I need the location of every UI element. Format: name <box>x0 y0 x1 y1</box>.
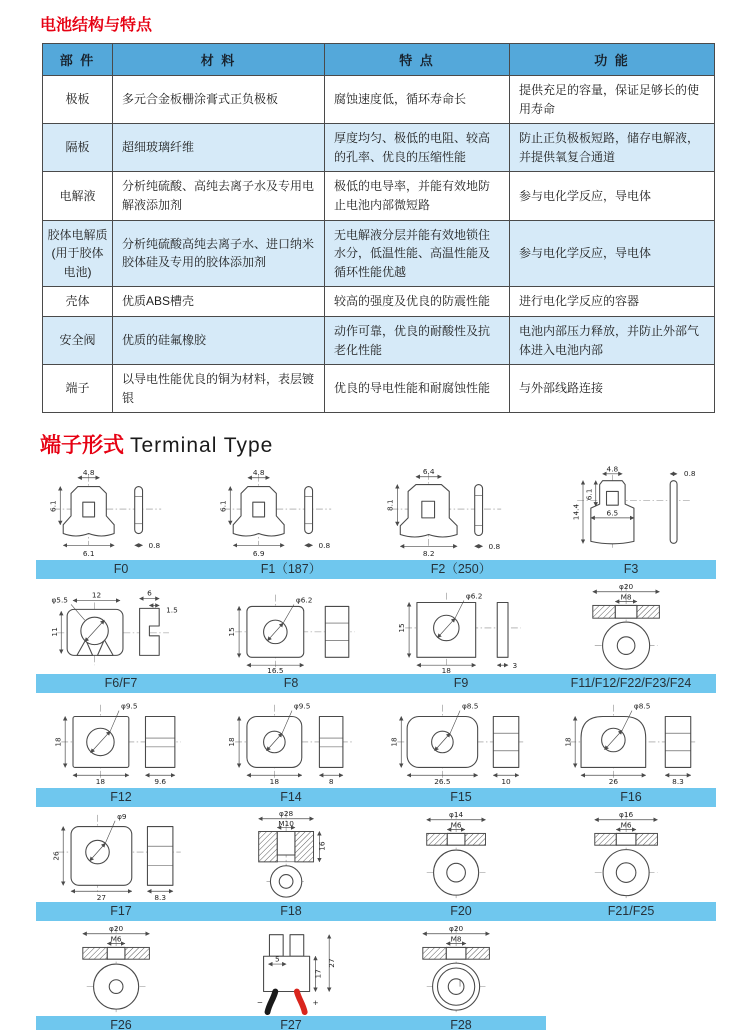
dim-label: M8 <box>620 592 632 602</box>
dim-label: φ28 <box>279 809 294 819</box>
table-row <box>43 220 715 287</box>
terminal-label-f16: F16 <box>620 790 642 805</box>
battery-structure-table <box>42 43 715 413</box>
dim-label: 0.8 <box>148 541 161 551</box>
header-material: 材 料 <box>113 44 325 76</box>
dim-label: φ9.5 <box>293 701 311 711</box>
cell-part: 极板 <box>43 76 113 124</box>
terminal-drawing-f14 <box>206 693 376 788</box>
dim-label: φ5.5 <box>51 595 68 605</box>
dim-label: φ6.2 <box>465 591 483 601</box>
terminal-label-bar <box>36 674 716 693</box>
cell-feature: 无电解液分层并能有效地锁住水分，低温性能、高温性能及循环性能优越 <box>325 220 510 287</box>
terminal-label-f21-f25: F21/F25 <box>607 904 655 919</box>
dim-label: 18 <box>441 666 451 675</box>
terminal-title-cn: 端子形式 <box>40 434 124 458</box>
dim-label: 26.5 <box>434 777 451 787</box>
dim-label: 8.1 <box>385 499 395 512</box>
dim-label: 6.9 <box>252 549 265 559</box>
cell-function: 与外部线路连接 <box>510 365 715 413</box>
cell-function: 参与电化学反应，导电体 <box>510 220 715 287</box>
dim-label: 16 <box>317 841 327 852</box>
dim-label: φ20 <box>619 582 634 592</box>
dim-label: 17 <box>313 969 323 979</box>
dim-label: 8.3 <box>154 893 167 903</box>
dim-label: 15 <box>227 627 237 637</box>
wire-positive <box>297 992 305 1013</box>
terminal-drawing-f28 <box>376 921 546 1016</box>
dim-label: 4.8 <box>606 465 619 474</box>
cell-material: 超细玻璃纤维 <box>113 124 325 172</box>
terminal-drawing-f1 <box>206 465 376 560</box>
terminal-drawing-f0 <box>36 465 206 560</box>
dim-label: 18 <box>53 737 63 747</box>
cell-feature: 较高的强度及优良的防震性能 <box>325 287 510 317</box>
dim-label: 0.8 <box>488 542 501 552</box>
polarity-negative: − <box>256 998 263 1008</box>
cell-part: 安全阀 <box>43 316 113 364</box>
header-part: 部 件 <box>43 44 113 76</box>
terminal-drawing-f27 <box>206 921 376 1016</box>
cell-function: 进行电化学反应的容器 <box>510 287 715 317</box>
terminal-grid <box>36 465 716 1030</box>
terminal-label-bar <box>36 1016 546 1030</box>
cell-feature: 极低的电导率，并能有效地防止电池内部微短路 <box>325 172 510 220</box>
dim-label: φ9 <box>117 812 127 822</box>
terminal-row-2 <box>36 579 716 693</box>
terminal-drawing-f3 <box>546 465 716 560</box>
cell-part: 端子 <box>43 365 113 413</box>
cell-material: 优质ABS槽壳 <box>113 287 325 317</box>
dim-label: M6 <box>620 820 632 830</box>
wire-negative <box>267 992 275 1013</box>
dim-label: 12 <box>91 590 102 600</box>
terminal-label-f11-group: F11/F12/F22/F23/F24 <box>570 676 692 691</box>
dim-label: 11 <box>49 627 59 637</box>
terminal-label-bar <box>36 560 716 579</box>
cell-function: 防止正负极板短路，储存电解液，并提供氧复合通道 <box>510 124 715 172</box>
terminal-drawing-f18 <box>206 807 376 902</box>
terminal-drawing-f8 <box>206 579 376 674</box>
dim-label: 18 <box>95 777 106 787</box>
cell-feature: 腐蚀速度低，循环寿命长 <box>325 76 510 124</box>
battery-structure-title: 电池结构与特点 <box>40 17 153 34</box>
header-function: 功 能 <box>510 44 715 76</box>
dim-label: 27 <box>327 958 337 969</box>
terminal-title-en: Terminal Type <box>130 434 274 458</box>
terminal-label-bar <box>36 902 716 921</box>
dim-label: 26 <box>608 777 619 787</box>
dim-label: 6.1 <box>48 500 58 513</box>
dim-label: 6.5 <box>606 508 619 518</box>
terminal-label-f17: F17 <box>110 904 132 919</box>
cell-part: 胶体电解质(用于胶体电池) <box>43 220 113 287</box>
terminal-label-f0: F0 <box>113 562 129 577</box>
terminal-drawing-f11-group <box>546 579 716 674</box>
cell-function: 提供充足的容量，保证足够长的使用寿命 <box>510 76 715 124</box>
dim-label: φ6.2 <box>295 595 313 605</box>
dim-label: φ20 <box>449 924 464 934</box>
cell-material: 优质的硅氟橡胶 <box>113 316 325 364</box>
terminal-label-f20: F20 <box>450 904 472 919</box>
cell-part: 壳体 <box>43 287 113 317</box>
terminal-row-5 <box>36 921 716 1030</box>
dim-label: 18 <box>563 737 573 747</box>
terminal-drawing-f9 <box>376 579 546 674</box>
dim-label: 15 <box>397 623 407 633</box>
terminal-type-title <box>40 429 730 459</box>
dim-label: φ8.5 <box>633 701 651 711</box>
dim-label: 8.3 <box>672 777 684 787</box>
cell-function: 电池内部压力释放，并防止外部气体进入电池内部 <box>510 316 715 364</box>
terminal-label-f27: F27 <box>280 1018 302 1030</box>
dim-label: 6.1 <box>218 500 228 513</box>
dim-label: 18 <box>389 737 399 747</box>
dim-label: 3 <box>512 661 518 671</box>
cell-function: 参与电化学反应，导电体 <box>510 172 715 220</box>
table-row <box>43 76 715 124</box>
terminal-label-f1: F1（187） <box>260 562 322 577</box>
terminal-drawing-f26 <box>36 921 206 1016</box>
terminal-label-bar <box>36 788 716 807</box>
table-row <box>43 287 715 317</box>
dim-label: 6.4 <box>422 467 435 477</box>
dim-label: 0.8 <box>683 469 696 479</box>
dim-label: 18 <box>227 737 237 747</box>
terminal-label-f28: F28 <box>450 1018 472 1030</box>
dim-label: φ14 <box>449 810 464 820</box>
terminal-label-f3: F3 <box>623 562 639 577</box>
dim-label: φ9.5 <box>120 701 138 711</box>
dim-label: φ20 <box>109 924 124 934</box>
dim-label: 4.8 <box>252 468 265 478</box>
cell-material: 以导电性能优良的铜为材料，表层镀银 <box>113 365 325 413</box>
terminal-drawing-f15 <box>376 693 546 788</box>
cell-feature: 动作可靠，优良的耐酸性及抗老化性能 <box>325 316 510 364</box>
terminal-label-f12: F12 <box>110 790 132 805</box>
dim-label: 4.8 <box>82 468 95 478</box>
cell-material: 多元合金板栅涂膏式正负极板 <box>113 76 325 124</box>
terminal-label-f15: F15 <box>450 790 472 805</box>
dim-label: M6 <box>450 820 462 830</box>
terminal-row-4 <box>36 807 716 921</box>
dim-label: 18 <box>269 777 280 787</box>
dim-label: 1.5 <box>166 605 178 615</box>
terminal-label-f26: F26 <box>110 1018 132 1030</box>
table-header-row <box>43 44 715 76</box>
terminal-label-f9: F9 <box>453 676 469 691</box>
cell-feature: 优良的导电性能和耐腐蚀性能 <box>325 365 510 413</box>
header-feature: 特 点 <box>325 44 510 76</box>
table-row <box>43 365 715 413</box>
dim-label: 9.6 <box>154 777 167 787</box>
dim-label: φ16 <box>619 810 634 820</box>
terminal-row-3 <box>36 693 716 807</box>
dim-label: 16.5 <box>267 666 284 675</box>
terminal-drawing-f21-f25 <box>546 807 716 902</box>
terminal-drawing-f20 <box>376 807 546 902</box>
dim-label: 26 <box>51 851 61 861</box>
table-row <box>43 316 715 364</box>
dim-label: M6 <box>110 934 122 944</box>
cell-material: 分析纯硫酸、高纯去离子水及专用电解液添加剂 <box>113 172 325 220</box>
terminal-drawing-f17 <box>36 807 206 902</box>
cell-feature: 厚度均匀、极低的电阻、较高的孔率、优良的压缩性能 <box>325 124 510 172</box>
terminal-drawing-f6f7 <box>36 579 206 674</box>
dim-label: 6.1 <box>82 549 95 559</box>
terminal-label-f2: F2（250） <box>430 562 492 577</box>
table-row <box>43 172 715 220</box>
dim-label: 5 <box>274 954 280 964</box>
table-row <box>43 124 715 172</box>
dim-label: 8.2 <box>422 549 435 559</box>
dim-label: 0.8 <box>318 541 331 551</box>
cell-material: 分析纯硫酸高纯去离子水、进口纳米胶体硅及专用的胶体添加剂 <box>113 220 325 287</box>
cell-part: 隔板 <box>43 124 113 172</box>
dim-label: 27 <box>96 893 107 903</box>
terminal-label-f6f7: F6/F7 <box>104 676 138 691</box>
terminal-row-1 <box>36 465 716 579</box>
dim-label: 8 <box>328 777 334 787</box>
dim-label: 14.4 <box>571 504 581 521</box>
terminal-label-f14: F14 <box>280 790 302 805</box>
dim-label: 6 <box>147 588 152 598</box>
terminal-drawing-f16 <box>546 693 716 788</box>
cell-part: 电解液 <box>43 172 113 220</box>
terminal-drawing-f2 <box>376 465 546 560</box>
terminal-drawing-f12 <box>36 693 206 788</box>
dim-label: M10 <box>278 819 294 829</box>
dim-label: 10 <box>501 777 511 787</box>
polarity-positive: + <box>312 998 319 1008</box>
dim-label: 6.1 <box>584 488 594 501</box>
terminal-label-f8: F8 <box>283 676 299 691</box>
terminal-label-f18: F18 <box>280 904 302 919</box>
dim-label: M8 <box>450 934 462 944</box>
dim-label: φ8.5 <box>461 701 479 711</box>
